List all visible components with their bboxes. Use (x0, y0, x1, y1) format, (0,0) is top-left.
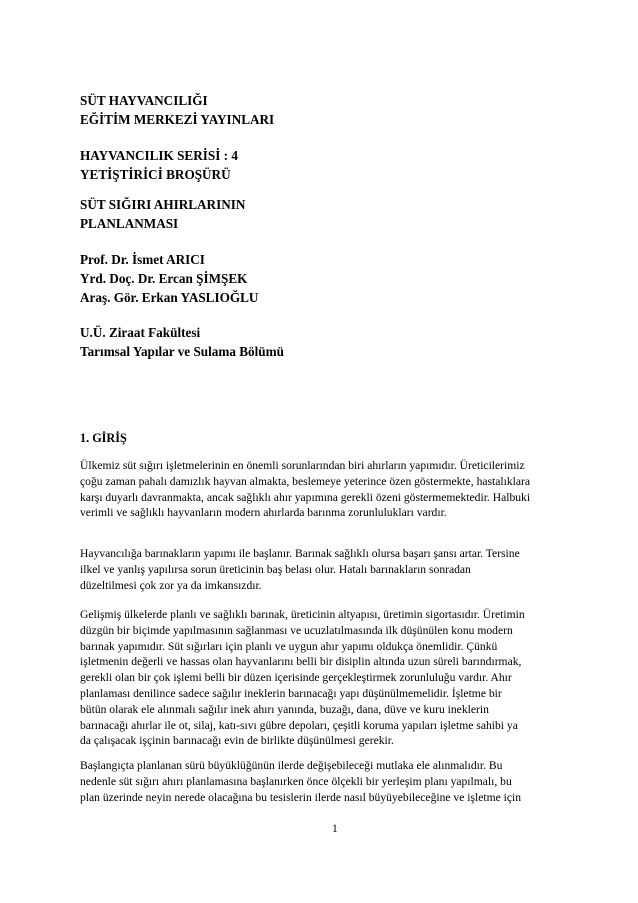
title-line: PLANLANMASI (80, 216, 179, 231)
institution-line: U.Ü. Ziraat Fakültesi (80, 325, 201, 340)
paragraph-line: çoğu zaman pahalı damızlık hayvan almakta, beslemeye yeterince özen göstermekte, hastalıklara (80, 474, 531, 488)
institution (80, 323, 600, 361)
paragraph-line: planlaması denilince sadece sağılır ineklerin barınacağı yapı düşünülmemelidir. İşletme bir (80, 686, 502, 700)
paragraph-line: karşı duyarlı davranmakta, ancak sağlıklı ahır yapımına gerekli özeni göstermemektedir. Halbuki (80, 490, 531, 504)
institution-line: Tarımsal Yapılar ve Sulama Bölümü (80, 344, 284, 359)
series-line: YETİŞTİRİCİ BROŞÜRÜ (80, 167, 231, 182)
paragraph-line: bütün olarak ele alınmalı sağılır inek ahırı yanında, buzağı, dana, düve ve kuru ineklerin (80, 702, 489, 716)
paragraph (80, 758, 600, 805)
paragraph-line: ilkel ve yanlış yapılırsa sorun üreticinin baş belası olur. Hatalı barınakların sonradan (80, 562, 471, 576)
series-title (80, 91, 600, 129)
paragraph-line: da çalışacak işçinin barınacağı evin de birlikte düşünülmesi gerekir. (80, 734, 394, 748)
series-info (80, 146, 600, 184)
paragraph-line: barınak yapımıdır. Süt sığırları için planlı ve uygun ahır yapımı oldukça önemlidir. Çünkü (80, 639, 498, 653)
paragraph-line: verimli ve sağlıklı hayvanların modern ahırlarda barınma zorunlulukları vardır. (80, 506, 447, 520)
paragraph-line: Ülkemiz süt sığırı işletmelerinin en önemli sorunlarından biri ahırların yapımıdır. Üreticilerimiz (80, 459, 525, 472)
paragraph-line: Hayvancılığa barınakların yapımı ile başlanır. Barınak sağlıklı olursa başarı şansı artar. Tersine (80, 547, 520, 560)
authors (80, 250, 600, 307)
paragraph-line: gerekli olan bir çok işlemi belli bir düzen içerisinde gerçekleştirmek zorunluluğu vardır. Ahır (80, 671, 512, 685)
paragraph-line: düzeltilmesi çok zor ya da imkansızdır. (80, 578, 262, 592)
series-title-line: SÜT HAYVANCILIĞI (80, 93, 208, 108)
document-title (80, 195, 600, 233)
author: Prof. Dr. İsmet ARICI (80, 252, 205, 267)
title-line: SÜT SIĞIRI AHIRLARININ (80, 197, 246, 212)
paragraph-line: nedenle süt sığırı ahırı planlamasına başlanırken önce ölçekli bir yerleşim planı yapılmalı, bu (80, 774, 512, 788)
page-number: 1 (332, 823, 338, 835)
paragraph-line: düzgün bir biçimde yapılmasının sağlanması ve ucuzlatılmasında ilk düşünülen konu modern (80, 623, 513, 637)
paragraph-line: barınacağı ahırlar ile ot, silaj, katı-sıvı gübre depoları, çeşitli koruma yapıları işletme sahibi ya (80, 718, 518, 732)
series-line: HAYVANCILIK SERİSİ : 4 (80, 148, 238, 163)
paragraph-line: plan üzerinde neyin nerede olacağına bu tesislerin ilerde nasıl büyüyebileceğine ve işletme için (80, 790, 522, 804)
paragraph-line: Başlangıçta planlanan sürü büyüklüğünün ilerde değişebileceği mutlaka ele alınmalıdır. Bu (80, 759, 503, 772)
author: Araş. Gör. Erkan YASLIOĞLU (80, 290, 259, 305)
author: Yrd. Doç. Dr. Ercan ŞİMŞEK (80, 271, 248, 286)
paragraph (80, 546, 600, 593)
paragraph-line: Gelişmiş ülkelerde planlı ve sağlıklı barınak, üreticinin altyapısı, üretimin sigortasıdır. Üretimin (80, 608, 525, 621)
series-title-line: EĞİTİM MERKEZİ YAYINLARI (80, 112, 275, 127)
paragraph (80, 458, 600, 521)
section-heading: 1. GİRİŞ (80, 431, 127, 445)
paragraph (80, 607, 600, 749)
paragraph-line: işletmenin değerli ve hassas olan hayvanlarını belli bir disiplin altında uzun süreli barındırmak, (80, 655, 522, 669)
